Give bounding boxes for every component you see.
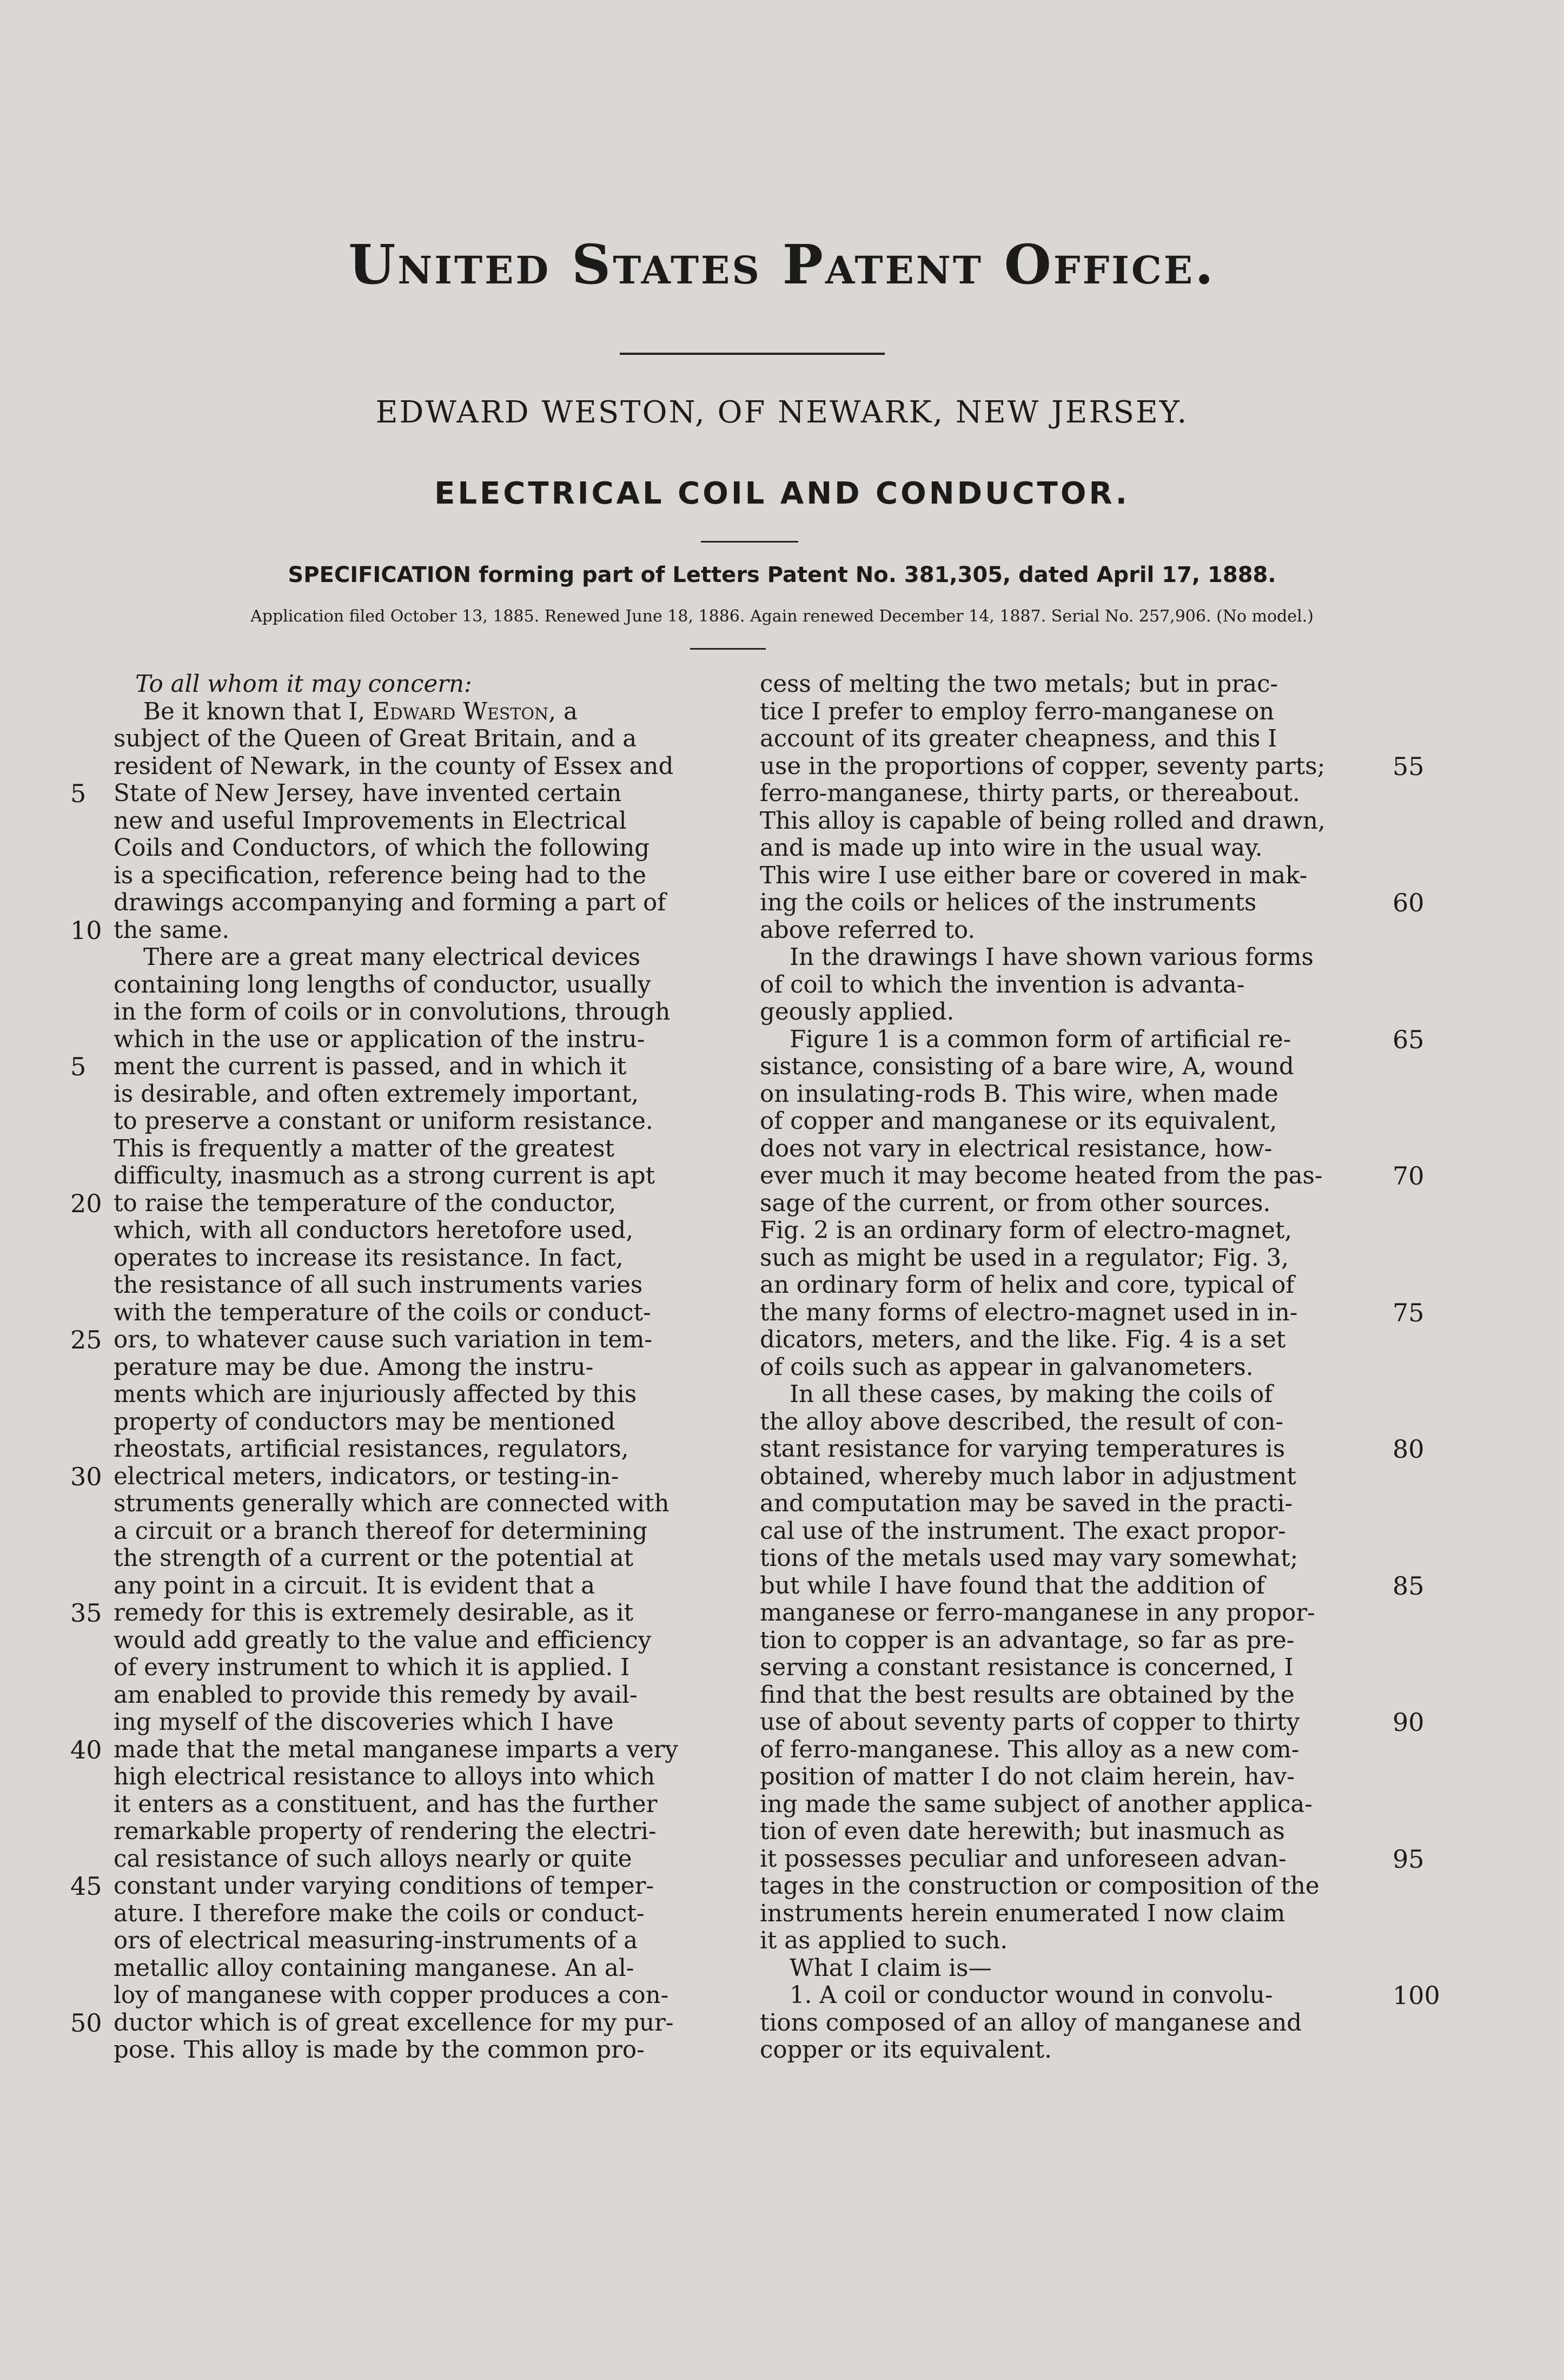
text-line: pose. This alloy is made by the common pro-: [114, 2037, 645, 2064]
text-line: but while I have found that the addition of: [760, 1572, 1265, 1599]
line-number: 75: [1393, 1298, 1424, 1327]
line-number: 55: [1393, 751, 1424, 781]
line-number: 50: [70, 2008, 102, 2038]
text-line: subject of the Queen of Great Britain, and a: [114, 725, 637, 752]
text-line: resident of Newark, in the county of Essex and: [114, 752, 674, 780]
line-number: 35: [70, 1598, 102, 1628]
text-line: ing the coils or helices of the instruments: [760, 889, 1257, 916]
text-line: To all whom it may concern:: [135, 671, 472, 698]
text-line: is desirable, and often extremely important,: [114, 1080, 639, 1108]
text-line: Be it known that I, Edward Weston, a: [143, 698, 578, 725]
text-line: cal resistance of such alloys nearly or quite: [114, 1845, 632, 1873]
title-rule: [620, 353, 885, 355]
text-line: with the temperature of the coils or conduct-: [114, 1299, 651, 1326]
text-line: There are a great many electrical devices: [143, 944, 640, 971]
left-column: [70, 671, 735, 2064]
text-line: Figure 1 is a common form of artificial re-: [790, 1026, 1291, 1053]
line-number: 90: [1393, 1708, 1424, 1737]
text-line: drawings accompanying and forming a part of: [114, 889, 666, 916]
line-number: 10: [70, 915, 102, 945]
text-line: instruments herein enumerated I now claim: [760, 1900, 1285, 1927]
text-line: account of its greater cheapness, and this I: [760, 725, 1277, 752]
text-line: rheostats, artificial resistances, regulators,: [114, 1436, 629, 1463]
text-line: containing long lengths of conductor, usually: [114, 971, 651, 999]
text-line: position of matter I do not claim herein, hav-: [760, 1763, 1295, 1790]
text-line: cal use of the instrument. The exact propor-: [760, 1517, 1286, 1545]
text-line: This alloy is capable of being rolled and drawn,: [760, 807, 1326, 835]
text-line: the same.: [114, 916, 230, 944]
text-line: What I claim is—: [790, 1954, 992, 1982]
text-line: ors of electrical measuring-instruments of a: [114, 1927, 638, 1954]
right-column: [760, 671, 1440, 2064]
line-number: 65: [1393, 1024, 1424, 1054]
text-line: it enters as a constituent, and has the further: [114, 1790, 658, 1818]
line-number: 60: [1393, 888, 1424, 917]
text-line: struments generally which are connected with: [114, 1490, 670, 1517]
text-line: property of conductors may be mentioned: [114, 1408, 615, 1436]
text-line: stant resistance for varying temperatures is: [760, 1436, 1285, 1463]
text-line: loy of manganese with copper produces a con-: [114, 1982, 669, 2009]
text-line: it as applied to such.: [760, 1927, 1008, 1954]
line-number: 40: [70, 1735, 102, 1764]
text-line: which, with all conductors heretofore used,: [114, 1217, 634, 1244]
text-line: a circuit or a branch thereof for determining: [114, 1517, 648, 1545]
text-line: electrical meters, indicators, or testing-in-: [114, 1463, 619, 1490]
text-line: the resistance of all such instruments varies: [114, 1272, 643, 1299]
text-line: of copper and manganese or its equivalent,: [760, 1108, 1277, 1135]
text-line: and is made up into wire in the usual way.: [760, 835, 1263, 862]
line-number: 20: [70, 1188, 102, 1218]
text-line: of every instrument to which it is applied. I: [114, 1654, 630, 1681]
invention-title: ELECTRICAL COIL AND CONDUCTOR.: [434, 476, 1130, 511]
line-number: 85: [1393, 1571, 1424, 1601]
text-line: and computation may be saved in the practi-: [760, 1490, 1293, 1517]
text-line: In the drawings I have shown various forms: [790, 944, 1314, 971]
text-line: copper or its equivalent.: [760, 2037, 1052, 2064]
specification-line: SPECIFICATION forming part of Letters Patent No. 381,305, dated April 17, 1888.: [288, 563, 1276, 587]
text-line: tions of the metals used may vary somewhat;: [760, 1545, 1298, 1572]
text-line: does not vary in electrical resistance, how-: [760, 1135, 1273, 1162]
application-line: Application filed October 13, 1885. Renewed June 18, 1886. Again renewed December 14, 1887. Serial No. 257,906. (No model.): [250, 607, 1314, 626]
text-line: tages in the construction or composition of the: [760, 1873, 1320, 1900]
text-line: in the form of coils or in convolutions, through: [114, 999, 671, 1026]
text-line: find that the best results are obtained by the: [760, 1681, 1295, 1709]
text-line: use of about seventy parts of copper to thirty: [760, 1709, 1300, 1736]
text-line: ferro-manganese, thirty parts, or thereabout.: [760, 780, 1300, 807]
text-line: obtained, whereby much labor in adjustment: [760, 1463, 1296, 1490]
text-line: to preserve a constant or uniform resistance.: [114, 1108, 653, 1135]
text-line: manganese or ferro-manganese in any propor-: [760, 1599, 1315, 1627]
text-line: tice I prefer to employ ferro-manganese on: [760, 698, 1275, 725]
text-line: sage of the current, or from other sources.: [760, 1189, 1271, 1217]
text-line: geously applied.: [760, 999, 955, 1026]
text-line: This is frequently a matter of the greatest: [114, 1135, 615, 1162]
line-number: 5: [70, 1052, 87, 1081]
text-line: This wire I use either bare or covered in mak-: [760, 862, 1308, 889]
text-line: high electrical resistance to alloys into which: [114, 1763, 655, 1790]
text-line: made that the metal manganese imparts a very: [114, 1736, 678, 1763]
text-line: constant under varying conditions of temper-: [114, 1873, 654, 1900]
line-number: 80: [1393, 1434, 1424, 1464]
text-line: it possesses peculiar and unforeseen advan-: [760, 1845, 1287, 1873]
text-line: use in the proportions of copper, seventy parts;: [760, 752, 1326, 780]
spec-rule: [690, 648, 766, 650]
text-line: ors, to whatever cause such variation in tem-: [114, 1326, 653, 1353]
text-line: serving a constant resistance is concerned, I: [760, 1654, 1294, 1681]
text-line: 1. A coil or conductor wound in convolu-: [790, 1982, 1273, 2009]
text-line: difficulty, inasmuch as a strong current is apt: [114, 1162, 655, 1189]
text-line: remedy for this is extremely desirable, as it: [114, 1599, 634, 1627]
text-line: ature. I therefore make the coils or conduct-: [114, 1900, 645, 1927]
text-line: sistance, consisting of a bare wire, A, wound: [760, 1053, 1294, 1080]
text-line: State of New Jersey, have invented certain: [114, 780, 622, 807]
office-title: United States Patent Office.: [348, 233, 1216, 296]
text-line: to raise the temperature of the conductor,: [114, 1189, 617, 1217]
text-line: the many forms of electro-magnet used in in-: [760, 1299, 1298, 1326]
text-line: In all these cases, by making the coils of: [790, 1381, 1273, 1408]
text-line: Fig. 2 is an ordinary form of electro-magnet,: [760, 1217, 1293, 1244]
invention-rule: [701, 541, 798, 543]
text-line: above referred to.: [760, 916, 976, 944]
text-line: tions composed of an alloy of manganese and: [760, 2009, 1302, 2037]
text-line: remarkable property of rendering the electri-: [114, 1818, 657, 1845]
text-line: ductor which is of great excellence for my pur-: [114, 2009, 674, 2037]
text-line: am enabled to provide this remedy by avail-: [114, 1681, 638, 1709]
text-line: metallic alloy containing manganese. An al-: [114, 1954, 634, 1982]
text-line: ments which are injuriously affected by this: [114, 1381, 637, 1408]
text-line: such as might be used in a regulator; Fig. 3,: [760, 1244, 1289, 1272]
text-line: of ferro-manganese. This alloy as a new com-: [760, 1736, 1300, 1763]
text-line: of coil to which the invention is advanta-: [760, 971, 1245, 999]
text-line: operates to increase its resistance. In fact,: [114, 1244, 624, 1272]
text-line: on insulating-rods B. This wire, when made: [760, 1080, 1278, 1108]
line-number: 100: [1393, 1981, 1440, 2010]
inventor-line: EDWARD WESTON, OF NEWARK, NEW JERSEY.: [375, 395, 1189, 430]
text-line: dicators, meters, and the like. Fig. 4 is a set: [760, 1326, 1286, 1353]
inventor-name: Edward Weston: [372, 698, 549, 725]
text-line: tion to copper is an advantage, so far as pre-: [760, 1627, 1295, 1654]
line-number: 70: [1393, 1161, 1424, 1191]
text-line: new and useful Improvements in Electrical: [114, 807, 627, 835]
text-line: cess of melting the two metals; but in prac-: [760, 671, 1278, 698]
text-line: ing myself of the discoveries which I have: [114, 1709, 614, 1736]
text-line: the strength of a current or the potential at: [114, 1545, 634, 1572]
line-number: 45: [70, 1872, 102, 1901]
text-line: ment the current is passed, and in which it: [114, 1053, 627, 1080]
line-number: 30: [70, 1462, 102, 1491]
text-line: tion of even date herewith; but inasmuch as: [760, 1818, 1285, 1845]
text-line: would add greatly to the value and efficiency: [114, 1627, 652, 1654]
text-line: the alloy above described, the result of con-: [760, 1408, 1284, 1436]
text-line: which in the use or application of the instru-: [114, 1026, 645, 1053]
text-line: ing made the same subject of another applica-: [760, 1790, 1313, 1818]
line-number: 25: [70, 1325, 102, 1354]
text-line: of coils such as appear in galvanometers.: [760, 1353, 1254, 1381]
text-line: is a specification, reference being had to the: [114, 862, 646, 889]
line-number: 5: [70, 779, 87, 808]
text-line: Coils and Conductors, of which the following: [114, 835, 650, 862]
text-line: perature may be due. Among the instru-: [114, 1353, 594, 1381]
text-line: ever much it may become heated from the pas-: [760, 1162, 1323, 1189]
line-number: 95: [1393, 1844, 1424, 1874]
text-line: any point in a circuit. It is evident that a: [114, 1572, 595, 1599]
text-line: an ordinary form of helix and core, typical of: [760, 1272, 1295, 1299]
